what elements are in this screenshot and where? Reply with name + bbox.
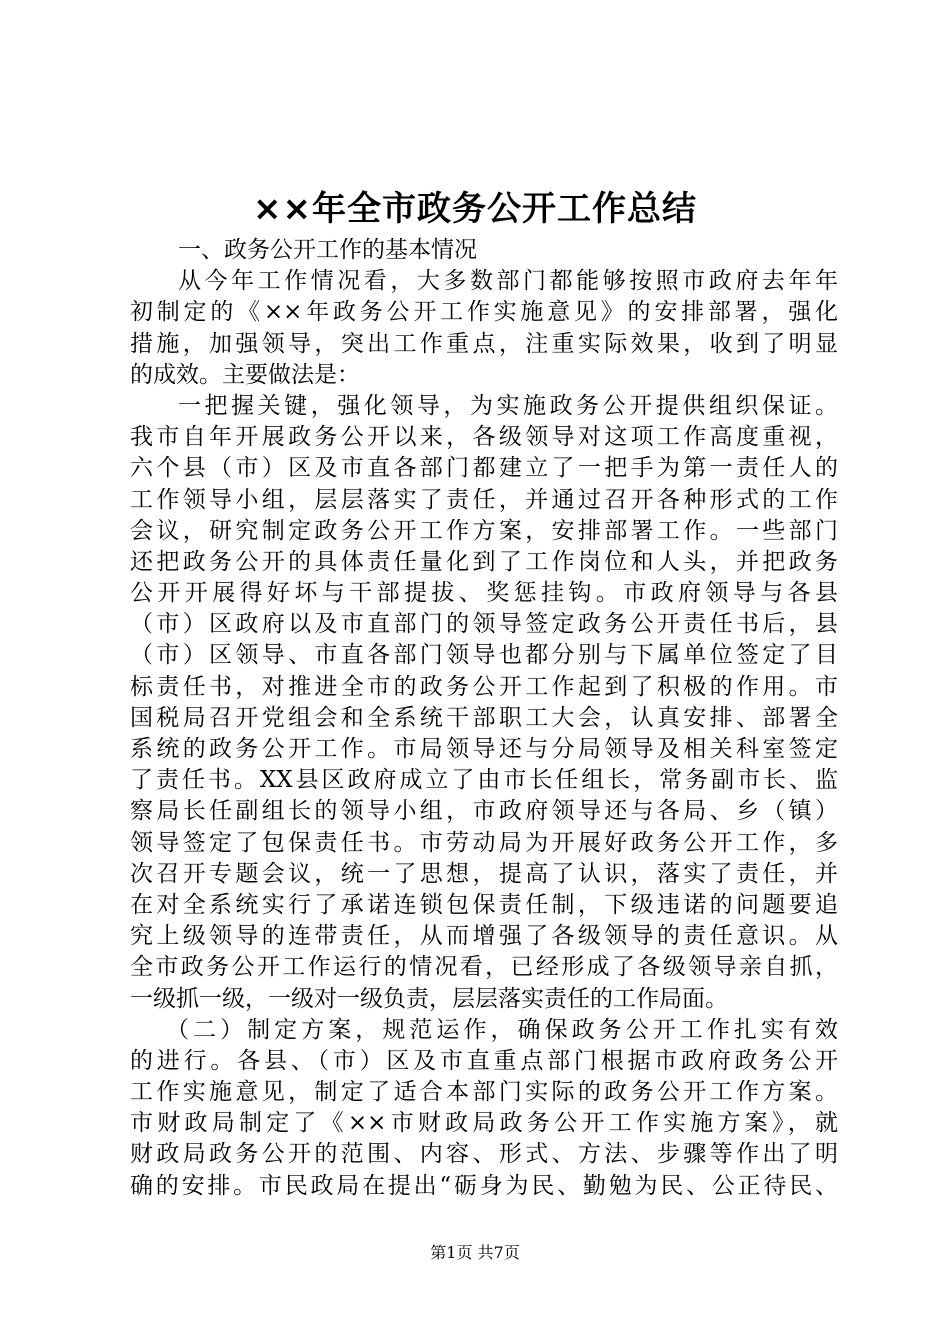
paragraph-line: 的进行。各县、（市）区及市直重点部门根据市政府政务公开 [130, 1047, 838, 1074]
section-heading: 一、政务公开工作的基本情况 [178, 237, 477, 263]
paragraph-line: 一把握关键，强化领导，为实施政务公开提供组织保证。 [178, 392, 838, 419]
paragraph-line: 确的安排。市民政局在提出“砺身为民、勤勉为民、公正待民、 [130, 1172, 838, 1199]
paragraph-line: 在对全系统实行了承诺连锁包保责任制，下级违诺的问题要追 [130, 891, 838, 918]
paragraph-line: 会议，研究制定政务公开工作方案，安排部署工作。一些部门 [130, 517, 838, 544]
paragraph-line: 的成效。主要做法是： [130, 361, 360, 388]
document-title: ××年全市政务公开工作总结 [253, 189, 697, 229]
paragraph-line: 一级抓一级，一级对一级负责，层层落实责任的工作局面。 [130, 985, 728, 1012]
paragraph-line: 财政局政务公开的范围、内容、形式、方法、步骤等作出了明 [130, 1141, 838, 1168]
paragraph-line: 究上级领导的连带责任，从而增强了各级领导的责任意识。从 [130, 923, 838, 950]
paragraph-line: 从今年工作情况看，大多数部门都能够按照市政府去年年 [178, 268, 838, 295]
paragraph-line: 市财政局制定了《××市财政局政务公开工作实施方案》，就 [130, 1110, 838, 1137]
paragraph-line: 还把政务公开的具体责任量化到了工作岗位和人头，并把政务 [130, 548, 838, 575]
document-body [130, 235, 838, 1202]
paragraph-line: 公开开展得好坏与干部提拔、奖惩挂钩。市政府领导与各县 [130, 580, 838, 607]
paragraph-line: 领导签定了包保责任书。市劳动局为开展好政务公开工作，多 [130, 829, 838, 856]
paragraph-line: 次召开专题会议，统一了思想，提高了认识，落实了责任，并 [130, 860, 838, 887]
paragraph-line: 标责任书，对推进全市的政务公开工作起到了积极的作用。市 [130, 673, 838, 700]
paragraph-line: 我市自年开展政务公开以来，各级领导对这项工作高度重视， [130, 424, 838, 451]
paragraph-line: （市）区政府以及市直部门的领导签定政务公开责任书后，县 [130, 611, 838, 638]
paragraph-line: 察局长任副组长的领导小组，市政府领导还与各局、乡（镇） [130, 798, 838, 825]
paragraph-line: 初制定的《××年政务公开工作实施意见》的安排部署，强化 [130, 299, 838, 326]
paragraph-line: 措施，加强领导，突出工作重点，注重实际效果，收到了明显 [130, 330, 838, 357]
paragraph-line: 了责任书。XX县区政府成立了由市长任组长，常务副市长、监 [130, 767, 838, 794]
paragraph-line: 全市政务公开工作运行的情况看，已经形成了各级领导亲自抓， [130, 954, 838, 981]
paragraph-line: （二）制定方案，规范运作，确保政务公开工作扎实有效 [166, 1016, 838, 1043]
paragraph-line: （市）区领导、市直各部门领导也都分别与下属单位签定了目 [130, 642, 838, 669]
paragraph-line: 系统的政务公开工作。市局领导还与分局领导及相关科室签定 [130, 736, 838, 762]
page-footer: 第1页 共7页 [430, 1243, 520, 1262]
paragraph-line: 六个县（市）区及市直各部门都建立了一把手为第一责任人的 [130, 455, 838, 482]
paragraph-line: 工作领导小组，层层落实了责任，并通过召开各种形式的工作 [130, 486, 838, 513]
paragraph-line: 工作实施意见，制定了适合本部门实际的政务公开工作方案。 [130, 1079, 838, 1106]
paragraph-line: 国税局召开党组会和全系统干部职工大会，认真安排、部署全 [130, 704, 838, 731]
